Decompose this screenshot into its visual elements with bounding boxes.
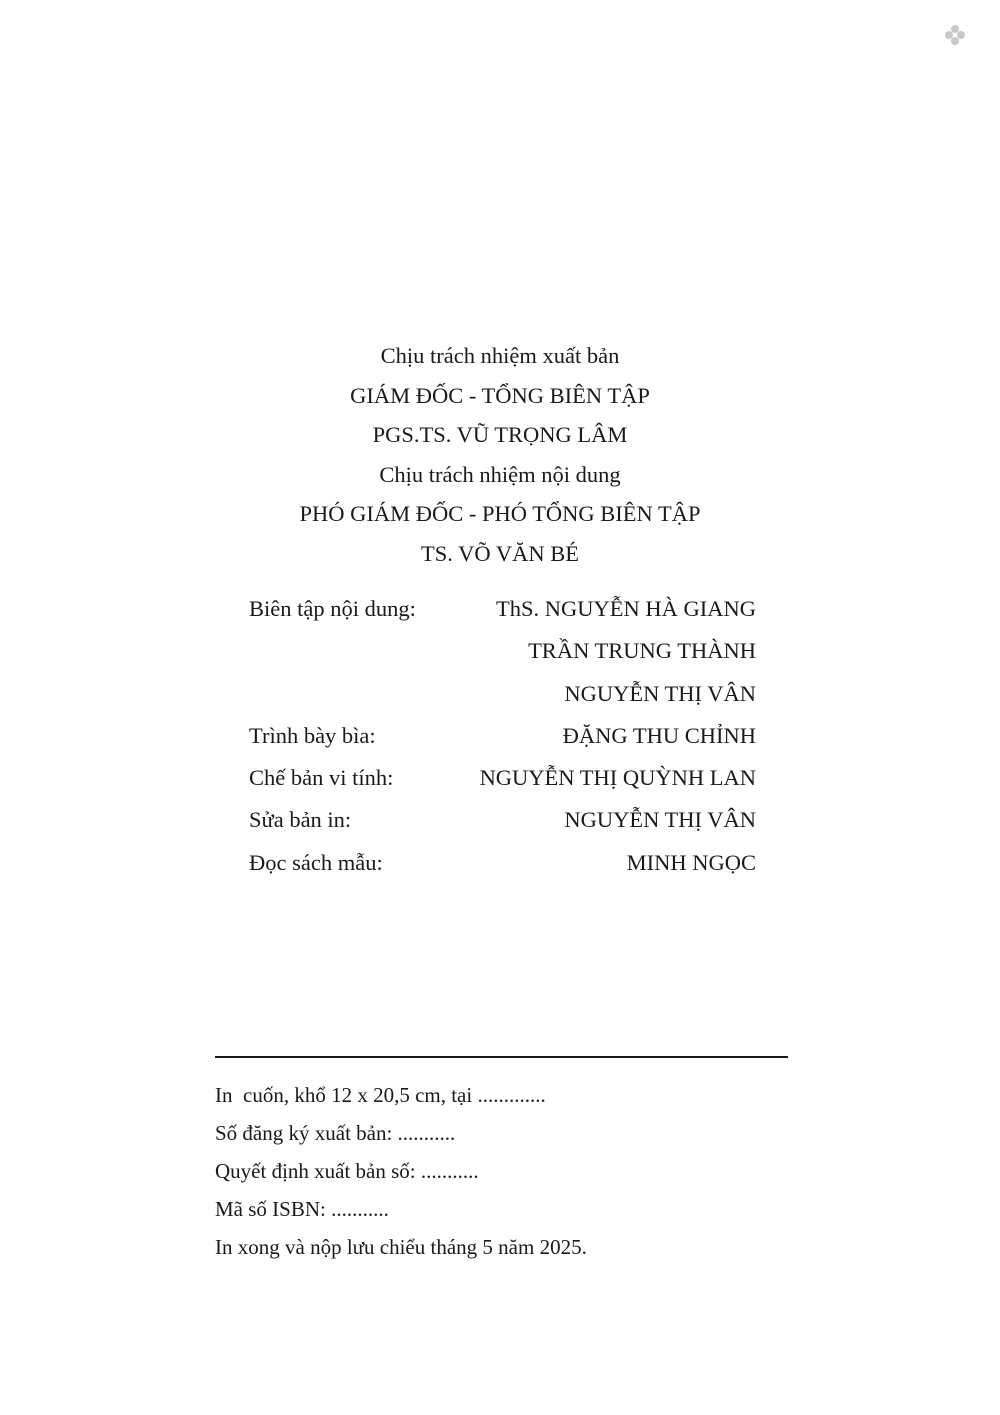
credit-person: NGUYỄN THỊ VÂN bbox=[564, 807, 756, 833]
credits-list bbox=[249, 588, 756, 884]
credit-row bbox=[249, 715, 756, 757]
credit-row bbox=[249, 842, 756, 884]
credit-role: Trình bày bìa: bbox=[249, 722, 376, 748]
credit-row bbox=[249, 799, 756, 841]
credit-person: NGUYỄN THỊ QUỲNH LAN bbox=[479, 765, 756, 791]
responsibility-header bbox=[0, 336, 1000, 574]
isbn-line: Mã số ISBN: ........... bbox=[215, 1197, 389, 1221]
credit-person: ĐẶNG THU CHỈNH bbox=[562, 722, 756, 748]
flower-ornament-icon bbox=[944, 24, 966, 46]
credit-row bbox=[249, 630, 756, 672]
content-responsibility-label: Chịu trách nhiệm nội dung bbox=[379, 461, 621, 487]
credit-role: Sửa bản in: bbox=[249, 807, 352, 833]
divider-line bbox=[215, 1056, 788, 1058]
legal-deposit-line: In xong và nộp lưu chiểu tháng 5 năm 2025. bbox=[215, 1235, 587, 1259]
registration-number-line: Số đăng ký xuất bản: ........... bbox=[215, 1121, 456, 1145]
credit-role: Đọc sách mẫu: bbox=[249, 849, 383, 875]
credit-row bbox=[249, 588, 756, 630]
director-name: PGS.TS. VŨ TRỌNG LÂM bbox=[372, 422, 628, 448]
print-info-block bbox=[215, 1076, 815, 1266]
credit-person: ThS. NGUYỄN HÀ GIANG bbox=[496, 596, 756, 621]
credit-person: NGUYỄN THỊ VÂN bbox=[564, 680, 756, 706]
publishing-decision-line: Quyết định xuất bản số: ........... bbox=[215, 1159, 479, 1183]
publishing-responsibility-label: Chịu trách nhiệm xuất bản bbox=[380, 343, 620, 368]
credit-person: TRẦN TRUNG THÀNH bbox=[528, 638, 756, 664]
credit-row bbox=[249, 673, 756, 715]
deputy-director-title: PHÓ GIÁM ĐỐC - PHÓ TỔNG BIÊN TẬP bbox=[299, 501, 701, 527]
credit-row bbox=[249, 757, 756, 799]
credit-person: MINH NGỌC bbox=[626, 849, 756, 875]
deputy-director-name: TS. VÕ VĂN BÉ bbox=[421, 540, 579, 566]
director-title: GIÁM ĐỐC - TỔNG BIÊN TẬP bbox=[350, 382, 650, 408]
credit-role: Chế bản vi tính: bbox=[249, 765, 394, 791]
credit-role: Biên tập nội dung: bbox=[249, 596, 416, 621]
print-run-line: In cuốn, khổ 12 x 20,5 cm, tại ............. bbox=[215, 1083, 546, 1107]
